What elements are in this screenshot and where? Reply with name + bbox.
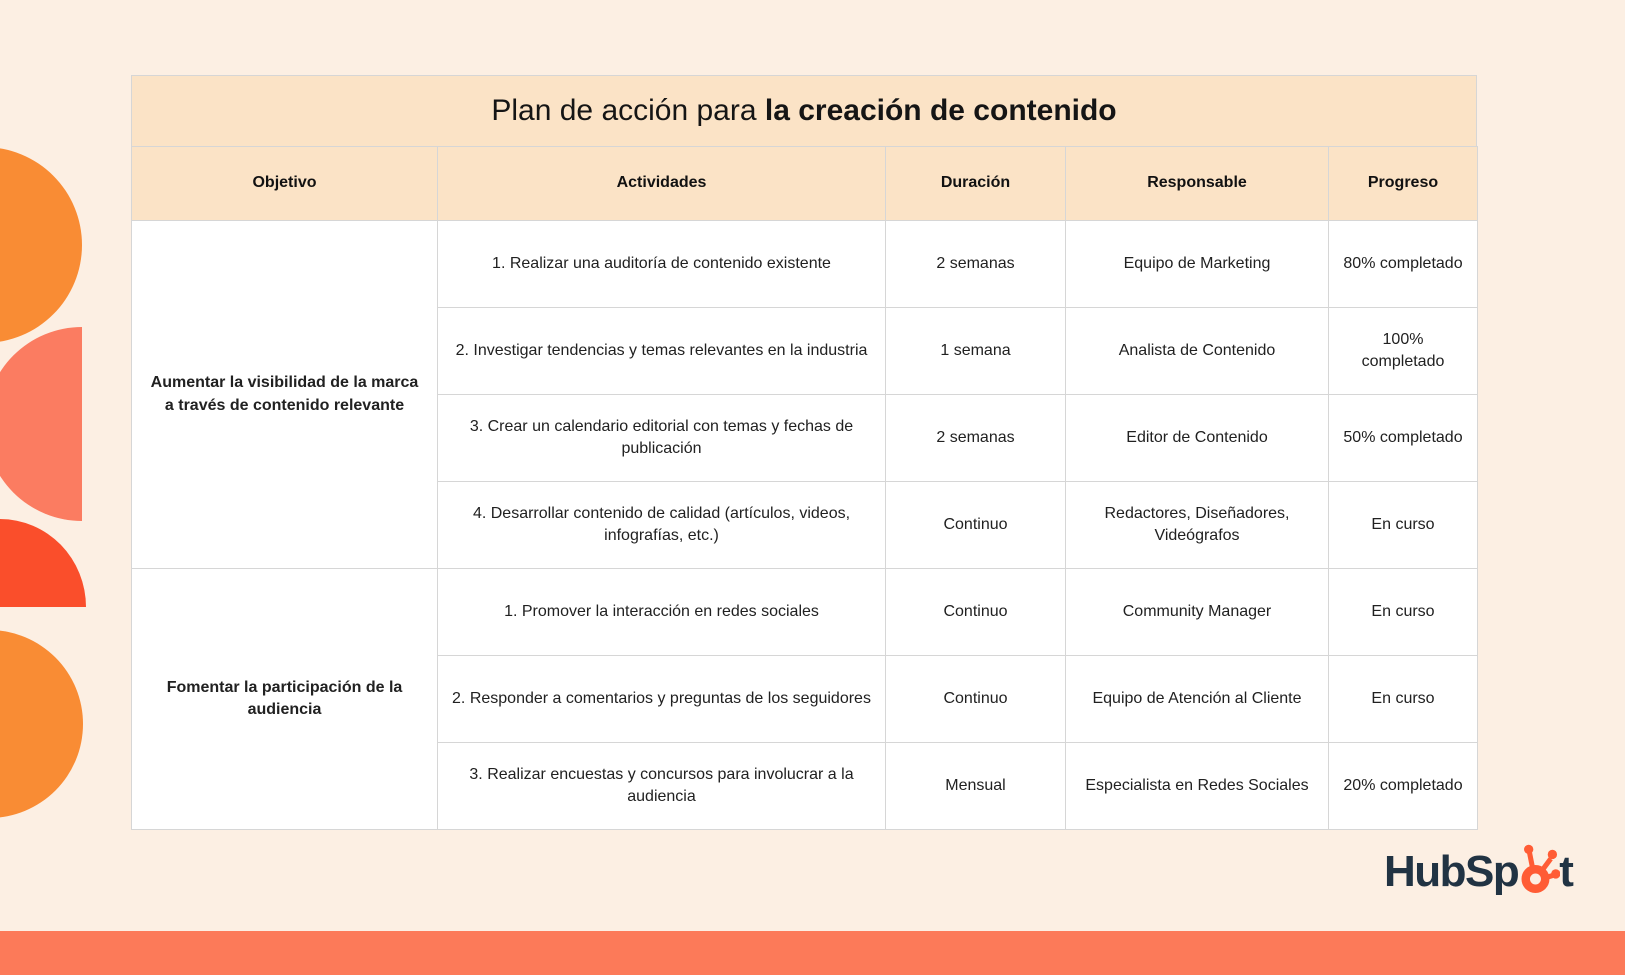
col-header-objetivo: Objetivo	[132, 147, 438, 221]
col-header-duracion: Duración	[886, 147, 1066, 221]
objective-cell: Aumentar la visibilidad de la marca a través de contenido relevante	[132, 221, 438, 569]
page-title	[131, 75, 1477, 146]
activity-cell: 2. Investigar tendencias y temas relevantes en la industria	[438, 308, 886, 395]
activity-cell: 3. Crear un calendario editorial con temas y fechas de publicación	[438, 395, 886, 482]
table-row	[132, 569, 1478, 656]
hubspot-logo-text-right: t	[1559, 847, 1573, 896]
duration-cell: 2 semanas	[886, 395, 1066, 482]
progress-cell: 80% completado	[1329, 221, 1478, 308]
hubspot-logo	[1384, 843, 1572, 895]
decor-halfcircle-salmon	[0, 327, 82, 521]
duration-cell: 1 semana	[886, 308, 1066, 395]
duration-cell: 2 semanas	[886, 221, 1066, 308]
decor-circle-top	[0, 147, 82, 343]
progress-cell: 50% completado	[1329, 395, 1478, 482]
header-row	[132, 147, 1478, 221]
responsible-cell: Equipo de Atención al Cliente	[1066, 656, 1329, 743]
activity-cell: 1. Realizar una auditoría de contenido existente	[438, 221, 886, 308]
footer-bar	[0, 931, 1625, 975]
progress-cell: 100% completado	[1329, 308, 1478, 395]
activity-cell: 1. Promover la interacción en redes sociales	[438, 569, 886, 656]
responsible-cell: Editor de Contenido	[1066, 395, 1329, 482]
objective-cell: Fomentar la participación de la audiencia	[132, 569, 438, 830]
col-header-actividades: Actividades	[438, 147, 886, 221]
hubspot-logo-text-left: HubSp	[1384, 847, 1519, 896]
title-bold: la creación de contenido	[764, 94, 1117, 127]
table-row	[132, 221, 1478, 308]
decor-quartercircle-red	[0, 519, 86, 607]
duration-cell: Continuo	[886, 569, 1066, 656]
responsible-cell: Especialista en Redes Sociales	[1066, 743, 1329, 830]
responsible-cell: Redactores, Diseñadores, Videógrafos	[1066, 482, 1329, 569]
hubspot-sprocket-icon	[1516, 842, 1560, 894]
activity-cell: 3. Realizar encuestas y concursos para involucrar a la audiencia	[438, 743, 886, 830]
responsible-cell: Community Manager	[1066, 569, 1329, 656]
plan-table	[131, 146, 1478, 830]
progress-cell: 20% completado	[1329, 743, 1478, 830]
progress-cell: En curso	[1329, 656, 1478, 743]
duration-cell: Mensual	[886, 743, 1066, 830]
col-header-progreso: Progreso	[1329, 147, 1478, 221]
progress-cell: En curso	[1329, 569, 1478, 656]
action-plan	[131, 75, 1477, 830]
col-header-responsable: Responsable	[1066, 147, 1329, 221]
progress-cell: En curso	[1329, 482, 1478, 569]
duration-cell: Continuo	[886, 482, 1066, 569]
activity-cell: 4. Desarrollar contenido de calidad (artículos, videos, infografías, etc.)	[438, 482, 886, 569]
duration-cell: Continuo	[886, 656, 1066, 743]
title-prefix: Plan de acción para	[491, 94, 765, 127]
responsible-cell: Equipo de Marketing	[1066, 221, 1329, 308]
activity-cell: 2. Responder a comentarios y preguntas de los seguidores	[438, 656, 886, 743]
responsible-cell: Analista de Contenido	[1066, 308, 1329, 395]
decor-circle-bottom	[0, 630, 83, 818]
